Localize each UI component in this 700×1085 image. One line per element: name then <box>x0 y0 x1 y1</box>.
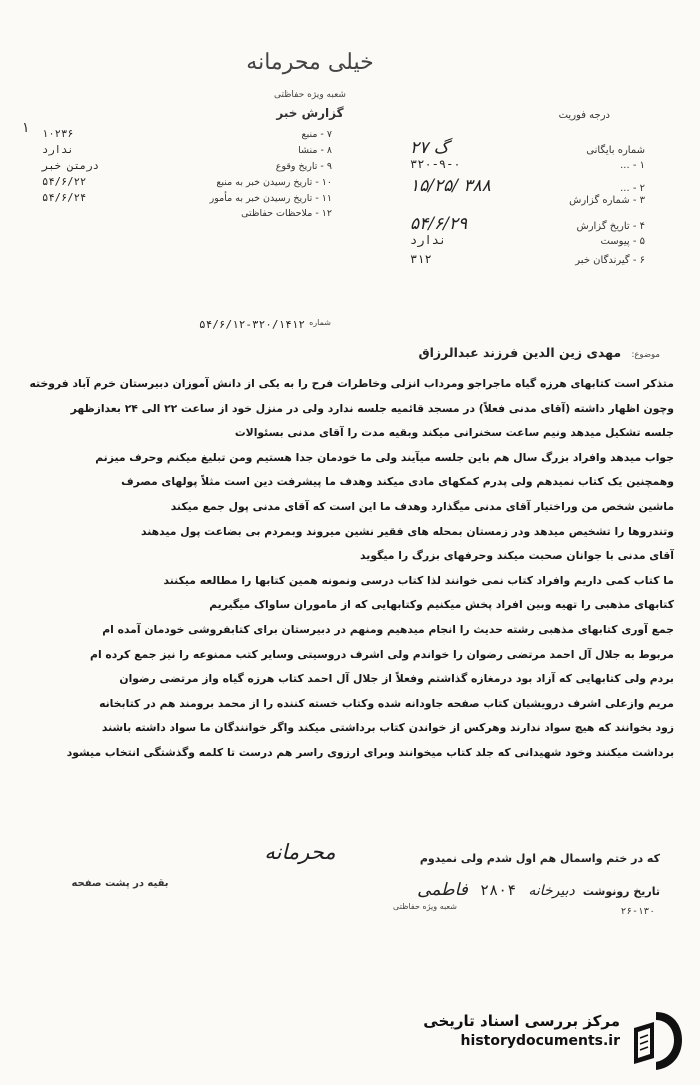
body-line: ماشین شخص من وراختیار آقای مدنی میگذارد وهدف ما این است که آقای مدنی پول جمع میکند <box>170 499 674 513</box>
date-line <box>290 880 660 900</box>
watermark-url: historydocuments.ir <box>460 1033 620 1049</box>
field-row: ۱۲ - ملاحظات حفاظتی <box>241 208 332 219</box>
body-line: متذکر است کتابهای هرزه گیاه ماجراجو ومرداب انزلی وخاطرات فرح را به یکی از دانش آموزان دبیرستان خرم آباد فروخته <box>29 377 674 390</box>
corner-number: ۱ <box>22 120 30 136</box>
date-signature: فاطمی <box>417 880 468 900</box>
body-line: بردم ولی کتابهایی که آزاد بود درمغازه گذاشتم وفعلاً از جلال آل احمد کتاب هرزه گیاه واز مرتضی رضوان <box>119 672 674 686</box>
field-row: ۴ - تاریخ گزارش ۵۴/۶/۲۹ <box>410 214 645 234</box>
classification-stamp: خیلی محرمانه <box>246 50 374 75</box>
body-line: وچون اظهار داشته (آقای مدنی فعلاً) در مسجد قائمیه جلسه ندارد ولی در منزل خود از ساعت ۲۲ الی ۲۴ بعدازظهر <box>70 401 674 415</box>
document-subtitle: گزارش خبر <box>276 106 344 120</box>
field-row: ۱۰ - تاریخ رسیدن خبر به منبع ۵۴/۶/۲۲ <box>42 176 332 188</box>
date-label: تاریخ رونوشت <box>582 885 660 898</box>
body-line: جواب میدهد وافراد بزرگ سال هم باین جلسه میآیند ولی ما خودمان جدا هستیم ومن تبلیغ میکنم وحرف میزنم <box>95 450 674 464</box>
date-number: ۲۸۰۴ <box>480 881 517 899</box>
field-row: ۵ - پیوست ندارد <box>410 233 645 247</box>
report-body <box>22 372 674 766</box>
field-row: شماره بایگانی گ ۲۷ <box>410 138 645 158</box>
body-line: کتابهای مذهبی را تهیه وبین افراد پخش میکنیم وکتابهایی که از ماموران ساواک میگیریم <box>209 598 674 612</box>
date-handwriting: دبیرخانه <box>528 883 575 899</box>
body-line: آقای مدنی با جوانان صحبت میکند وحرفهای بزرگ را میگوید <box>360 549 674 563</box>
field-row: ۶ - گیرندگان خبر ۳۱۲ <box>410 252 645 266</box>
subject-line <box>30 345 660 360</box>
reference-label: شماره <box>309 318 331 327</box>
subject-label: موضوع: <box>631 350 660 360</box>
field-row: ۹ - تاریخ وقوع درمتن خبر <box>42 160 332 172</box>
closing-line: که در ختم واسمال هم اول شدم ولی نمیدوم <box>419 852 660 865</box>
urgency-label: درجه فوریت <box>558 110 610 121</box>
body-line: وهمچنین یک کتاب نمیدهم ولی پدرم کمکهای مادی میکند وهدف ما پیشرفت دین است مثلاً پولهای مصرف <box>121 475 674 489</box>
body-line: جلسه تشکیل میدهد ونیم ساعت سخنرانی میکند وبقیه مدت را آقای مدنی بسئوالات <box>234 426 674 440</box>
field-row: ۱ - ... ۳۲۰-۹-۰ <box>410 157 645 171</box>
body-line: مریم وازعلی اشرف درویشیان کتاب صفحه جاودانه شده وکتاب خسته کننده را از محمد برومند هم در کتابخانه <box>99 696 674 710</box>
body-line: ما کتاب کمی داریم وافراد کتاب نمی خوانند لذا کتاب درسی ونمونه همین کتابها را مطالعه میکنند <box>163 573 674 587</box>
continued-note: بقیه در پشت صفحه <box>71 878 169 889</box>
body-line: مربوط به جلال آل احمد مرتضی رضوان را خواندم ولی اشرف دروسیتی وسایر کتب ممنوعه را نیز جمع کرده ام <box>90 647 674 661</box>
subject-text: مهدی زین الدین فرزند عبدالرزاق <box>418 345 622 360</box>
right-field-block <box>410 138 645 271</box>
department-label: شعبه ویژه حفاظتی <box>274 90 346 100</box>
left-field-block <box>42 128 332 224</box>
field-row: ۷ - منبع ۱۰۲۳۶ <box>42 128 332 140</box>
bottom-code: ۲۶-۱۳۰ <box>620 906 655 917</box>
field-row: ۲ - ... ۳۸۸ /۱۵/۲۵ <box>410 176 645 196</box>
body-line: برداشت میکنند وخود شهیدانی که جلد کتاب میخوانند وبرای ارزوی راسر هم درست تا کلمه وگذشتگی انتخاب میشود <box>66 745 674 759</box>
body-line: جمع آوری کتابهای مذهبی رشته حدیث را انجام میدهیم ومنهم در دبیرستان برای کتابفروشی خودمان آمده ام <box>102 622 674 636</box>
watermark <box>420 1012 620 1049</box>
body-line: زود بخوانند که هیچ سواد ندارند وهرکس از خواندن کتاب برداشتی میکند واگر خوانندگان ما سواد داشته باشند <box>101 721 674 735</box>
body-line: وتندروها را تشخیص میدهد ودر زمستان بمحله های فقیر نشین میروند وبمردم بی بضاعت پول میدهند <box>141 524 674 538</box>
field-row: ۱۱ - تاریخ رسیدن خبر به مأمور ۵۴/۶/۲۴ <box>42 192 332 204</box>
reference-number: ۵۴/۶/۱۲-۳۲۰/۱۴۱۲ <box>199 318 305 331</box>
field-row: ۳ - شماره گزارش <box>569 195 645 206</box>
field-row: ۸ - منشا ندارد <box>42 144 332 156</box>
watermark-name: مرکز بررسی اسناد تاریخی <box>423 1012 620 1030</box>
department-footer: شعبه ویژه حفاظتی <box>393 902 457 911</box>
handwritten-signature: محرمانه <box>264 840 336 864</box>
archive-logo-icon <box>626 1008 686 1074</box>
